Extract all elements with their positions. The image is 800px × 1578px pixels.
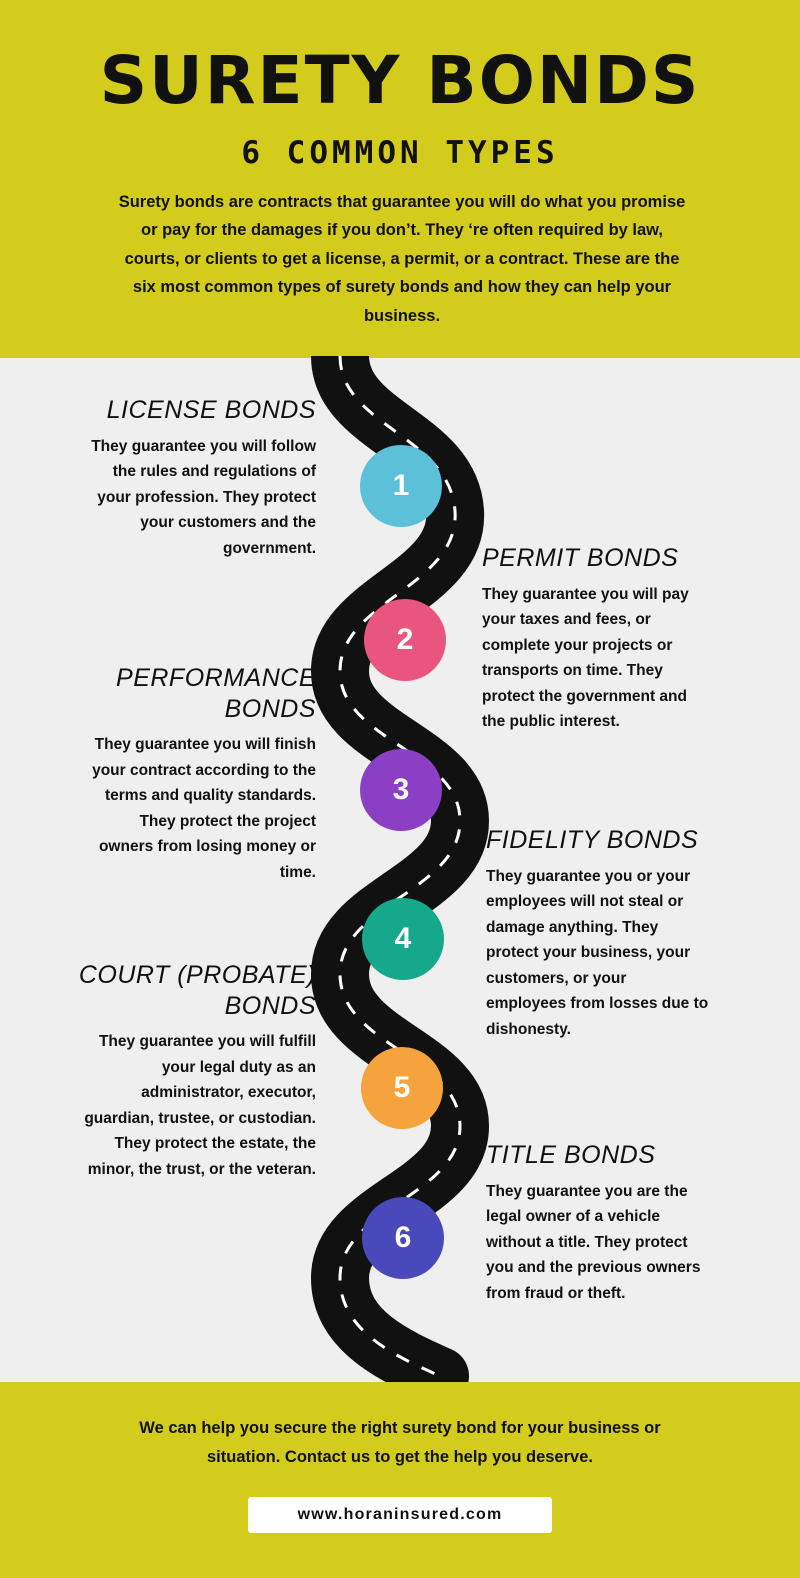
- step-block-license-bonds: [88, 395, 316, 561]
- step-title: COURT (PROBATE) BONDS: [78, 961, 316, 1020]
- step-body: They guarantee you will fulfill your legal duty as an administrator, executor, guardian, trustee, or custodian. They protect the estate, the minor, the trust, or the veteran.: [84, 1033, 316, 1178]
- step-marker-3: [360, 749, 442, 831]
- step-block-court-probate-bonds: [72, 960, 316, 1182]
- footer-banner: [0, 1382, 800, 1578]
- step-number: 5: [393, 1071, 411, 1104]
- website-url-box[interactable]: [248, 1497, 552, 1533]
- step-number: 1: [392, 469, 410, 502]
- step-body: They guarantee you will follow the rules and regulations of your profession. They protect your customers and the government.: [91, 437, 316, 557]
- step-body: They guarantee you or your employees will not steal or damage anything. They protect your business, your customers, or your employees from losses due to dishonesty.: [486, 867, 709, 1038]
- step-block-title-bonds: [486, 1140, 710, 1306]
- step-marker-5: [361, 1047, 443, 1129]
- step-body: They guarantee you are the legal owner of a vehicle without a title. They protect you and the previous owners from fraud or theft.: [486, 1182, 701, 1302]
- step-block-performance-bonds: [88, 663, 316, 885]
- step-marker-4: [362, 898, 444, 980]
- step-title: FIDELITY BONDS: [486, 826, 699, 854]
- step-number: 2: [396, 623, 414, 656]
- step-title: PERFORMANCE BONDS: [116, 664, 316, 723]
- page-subtitle: 6 COMMON TYPES: [241, 135, 559, 171]
- step-marker-6: [362, 1197, 444, 1279]
- website-url: www.horaninsured.com: [297, 1506, 503, 1523]
- step-title: PERMIT BONDS: [482, 544, 679, 572]
- page-title: SURETY BONDS: [99, 42, 701, 119]
- step-block-fidelity-bonds: [486, 825, 710, 1042]
- intro-paragraph: Surety bonds are contracts that guarantee you will do what you promise or pay for the damages if you don’t. They ‘re often required by law, courts, or clients to get a license, a permit, or a contract. These are the six most common types of surety bonds and how they can help your business.: [118, 193, 686, 325]
- step-body: They guarantee you will pay your taxes and fees, or complete your projects or transports on time. They protect the government and the public interest.: [482, 585, 689, 731]
- footer-call-to-action: We can help you secure the right surety bond for your business or situation. Contact us to get the help you deserve.: [139, 1419, 661, 1466]
- step-number: 3: [392, 773, 410, 806]
- step-title: TITLE BONDS: [486, 1141, 656, 1169]
- step-marker-2: [364, 599, 446, 681]
- step-number: 6: [394, 1221, 412, 1254]
- step-number: 4: [394, 922, 412, 955]
- step-title: LICENSE BONDS: [106, 396, 316, 424]
- header-banner: [0, 0, 800, 358]
- step-marker-1: [360, 445, 442, 527]
- step-block-permit-bonds: [482, 543, 712, 735]
- step-body: They guarantee you will finish your contract according to the terms and quality standards. They protect the project owners from losing money or time.: [92, 736, 316, 881]
